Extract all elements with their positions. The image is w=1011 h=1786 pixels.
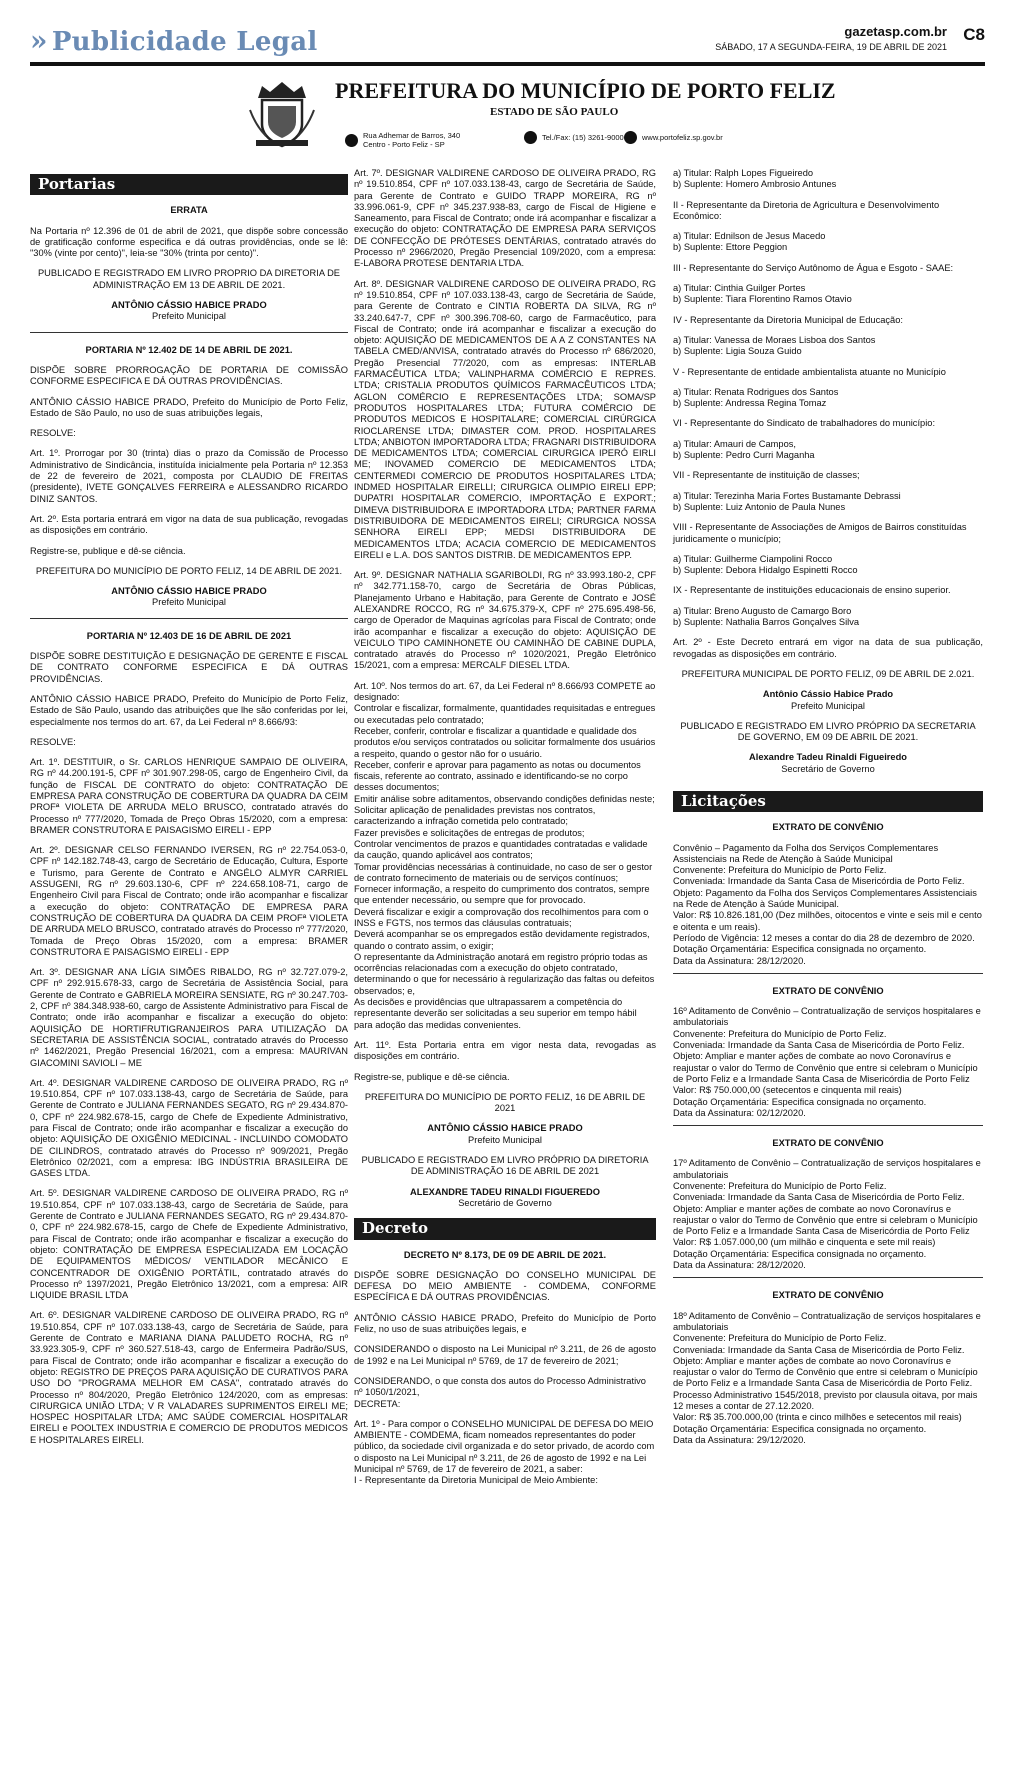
convenio-line: Valor: R$ 10.826.181,00 (Dez milhões, oitocentos e vinte e seis mil e cento e oitenta e um reais). — [673, 910, 982, 932]
comdema-members-list — [673, 168, 983, 628]
issue-date: SÁBADO, 17 A SEGUNDA-FEIRA, 19 DE ABRIL DE 2021 — [715, 42, 947, 52]
portaria-12403-place-date: PREFEITURA DO MUNICÍPIO DE PORTO FELIZ, 16 DE ABRIL DE 2021 — [364, 1091, 646, 1114]
municipality-title: PREFEITURA DO MUNICÍPIO DE PORTO FELIZ — [335, 78, 836, 103]
decreto-intro: ANTÔNIO CÁSSIO HABICE PRADO, Prefeito do Município de Porto Feliz, no uso de suas atribuições legais, e — [354, 1312, 656, 1335]
signature-name: ANTÔNIO CÁSSIO HABICE PRADO — [111, 300, 267, 311]
convenio-line: Objeto: Ampliar e manter ações de combate ao novo Coronavírus e reajustar o valor do Termo de Convênio que entre si celebram o Município de Porto Feliz e a Irmandade Santa Casa de Misericórdia de Porto Feliz — [673, 1051, 978, 1084]
portaria-12403-art9: Art. 9º. DESIGNAR NATHALIA SGARIBOLDI, RG nº 33.993.180-2, CPF nº 342.771.158-70, cargo de Secretária de Obras Públicas, Planejamento Urbano e Habitação, para Gerente de Contrato e JOSÉ ALEXANDRE ROCCO, RG nº 34.675.379-X, CPF nº 275.695.498-56, cargo de Operador de Maquinas agrícolas para Fiscal de Contrato; onde irão acompanhar e fiscalizar a execução do objeto: AQUISIÇÃO DE VEICULO TIPO CAMINHONETE OU CAMINHÃO DE CABINE DUPLA, contratado através do Processo nº 1020/2021, Pregão Eletrônico 15/2021, com a empresa: MERCALF DIESEL LTDA. — [354, 570, 656, 671]
address-line-1: Rua Adhemar de Barros, 340 — [363, 131, 461, 140]
municipality-state: ESTADO DE SÃO PAULO — [490, 106, 619, 118]
errata-text: Na Portaria nº 12.396 de 01 de abril de 2021, que dispõe sobre concessão de gratificação conforme especifica e dá outras providências, onde se lê: "30% (vinte por cento)", leia-se "30% (trinta por cento)". — [30, 225, 348, 259]
comdema-member-line — [673, 482, 983, 491]
comdema-member-line: a) Titular: Guilherme Ciampolini Rocco — [673, 553, 833, 564]
convenio-line: Valor: R$ 1.057.000,00 (um milhão e cinquenta e sete mil reais) — [673, 1237, 936, 1248]
portaria-12403-art4: Art. 4º. DESIGNAR VALDIRENE CARDOSO DE OLIVEIRA PRADO, RG nº 19.510.854, CPF nº 107.033.138-43, cargo de Secretária de Saúde, para Gerente de Contrato e JULIANA FERNANDES SEGATO, RG nº 29.434.870-0, CPF nº 224.982.678-15, cargo de Chefe de Expediente Administrativo, para Fiscal de Contrato; onde irão acompanhar e fiscalizar a execução do objeto: AQUISIÇÃO DE OXIGÊNIO MEDICINAL - INCLUINDO COMODATO DE CILINDROS, contratado através do Processo nº 909/2021, Pregão Eletrônico 02/2021, com a empresa: IBG INDÚSTRIA BRASILEIRA DE GASES LTDA. — [30, 1077, 348, 1179]
divider — [30, 618, 348, 619]
decreto-considerando-1: CONSIDERANDO o disposto na Lei Municipal nº 3.211, de 26 de agosto de 1992 e na Lei Municipal nº 5769, de 17 de fevereiro de 2021; — [354, 1344, 656, 1366]
portaria-12403-art6: Art. 6º. DESIGNAR VALDIRENE CARDOSO DE OLIVEIRA PRADO, RG nº 19.510.854, CPF nº 107.033.138-43, cargo de Secretária de Saúde, para Gerente de Contrato e MARIANA DIANA PALUDETO ROCHA, RG nº 33.923.305-9, CPF nº 360.527.518-43, cargo de Enfermeira Padrão/SUS, para Fiscal de Contrato; onde irão acompanhar e fiscalizar a execução do objeto: REGISTRO DE PREÇOS PARA AQUISIÇÃO DE CURATIVOS PARA USO DO "PROGRAMA MELHOR EM CASA", contratado através do Processo nº 804/2020, Pregão Eletrônico 124/2020, com as empresas: CIRURGICA UNIÃO LTDA; V R VALADARES SUPRIMENTOS EIRELI ME; HOSPEC HOSPITALAR LTDA; AMC SAÚDE COMERCIAL HOSPITALAR EIRELI e POOLTEX INDUSTRIA E COMERCIO DE PRODUTOS MEDICOS E HOSPITALARES EIRELI. — [30, 1310, 348, 1445]
portaria-12403-art10-intro: Art. 10º. Nos termos do art. 67, da Lei Federal nº 8.666/93 COMPETE ao designado: — [354, 680, 656, 703]
comdema-member-line: VI - Representante do Sindicato de trabalhadores do município: — [673, 418, 936, 429]
comdema-member-line — [673, 545, 983, 554]
secretary-signature-role: Secretário de Governo — [781, 763, 875, 774]
comdema-member-line — [673, 461, 983, 470]
comdema-member-line — [673, 274, 983, 283]
convenio-extract-1 — [673, 843, 983, 967]
convenio-extract-2 — [673, 1006, 983, 1119]
convenio-extract-heading: EXTRATO DE CONVÊNIO — [772, 1290, 884, 1301]
portaria-12402-ementa: DISPÕE SOBRE PRORROGAÇÃO DE PORTARIA DE COMISSÃO CONFORME ESPECIFICA E DÁ OUTRAS PROVIDÊNCIAS. — [30, 364, 348, 387]
signature-name: Antônio Cássio Habice Prado — [762, 689, 894, 700]
divider — [673, 973, 983, 974]
column-decreto-cont-licitacoes — [673, 168, 983, 1446]
decreto-title: DECRETO Nº 8.173, DE 09 DE ABRIL DE 2021. — [403, 1249, 607, 1260]
divider — [30, 332, 348, 333]
column-portarias — [30, 168, 348, 1455]
portaria-12403-art3: Art. 3º. DESIGNAR ANA LÍGIA SIMÕES RIBALDO, RG nº 32.727.079-2, CPF nº 292.915.678-33, cargo de Secretária de Assistência Social, para Gerente de Contrato e GABRIELA MOREIRA SENSIATE, RG nº 30.247.703-2, CPF nº 384.348.938-60, cargo de Assistente Administrativo para Fiscal de Contrato; onde irão acompanhar e fiscalizar a execução do objeto: AQUISIÇÃO DE HORTIFRUTIGRANJEIROS PARA UTILIZAÇÃO DA SECRETARIA DE ASSISTÊNCIA SOCIAL, contratado através do Processo nº 1462/2021, Pregão Presencial 16/2021, com a empresa: MAURIVAN GIACOMINI SAVIOLI – ME — [30, 967, 348, 1068]
secretary-signature-name: Alexandre Tadeu Rinaldi Figueiredo — [749, 752, 907, 763]
decreto-art1: Art. 1º - Para compor o CONSELHO MUNICIPAL DE DEFESA DO MEIO AMBIENTE - COMDEMA, ficam nomeados representantes do poder público, da sociedade civil organizada e do setor privado, de acordo com o disposto na Lei Municipal nº 3.211, de 26 de agosto de 1992 e na Lei Municipal nº 5769, de 17 de fevereiro de 2021, a saber: — [354, 1418, 655, 1474]
convenio-line: Dotação Orçamentária: Especifica consignada no orçamento. — [673, 1423, 927, 1434]
website-link[interactable]: www.portofeliz.sp.gov.br — [642, 133, 723, 142]
portaria-12403-art7: Art. 7º. DESIGNAR VALDIRENE CARDOSO DE OLIVEIRA PRADO, RG nº 19.510.854, CPF nº 107.033.138-43, cargo de Secretária de Saúde, para Gerente de Contrato e GUIDO TRAPP MOREIRA, RG nº 33.996.061-9, CPF nº 345.237.938-83, cargo de Fiscal de Higiene e Saneamento, para Fiscal de Contrato; onde irá acompanhar e fiscalizar a execução do objeto: CONTRATAÇÃO DE EMPRESA PARA SERVIÇOS DE CONFECÇÃO DE PRÓTESES DENTÁRIAS, contratado através do Processo nº 2966/2020, Pregão Presencial 109/2020, com a empresa: E-LABORA PROTESE DENTARIA LTDA. — [354, 168, 656, 269]
signature-name: ANTÔNIO CÁSSIO HABICE PRADO — [427, 1123, 583, 1134]
art10-competence-item: Emitir análise sobre aditamentos, observando condições definidas neste; — [354, 793, 655, 804]
comdema-member-line — [673, 409, 983, 418]
art10-competence-item: Receber, conferir e aprovar para pagamento as notas ou documentos fiscais, referente ao contrato, assinado e identificando-se no corpo desses documentos; — [354, 759, 641, 793]
portaria-12402-place-date: PREFEITURA DO MUNICÍPIO DE PORTO FELIZ, 14 DE ABRIL DE 2021. — [35, 565, 343, 576]
convenio-line: Valor: R$ 750.000,00 (setecentos e cinquenta mil reais) — [673, 1085, 902, 1096]
comdema-member-line: a) Titular: Ralph Lopes Figueiredo — [673, 168, 814, 178]
comdema-member-line — [673, 326, 983, 335]
signature-role: Prefeito Municipal — [152, 311, 226, 322]
comdema-member-line: a) Titular: Cinthia Guilger Portes — [673, 283, 806, 294]
secretary-signature-name: ALEXANDRE TADEU RINALDI FIGUEREDO — [410, 1186, 600, 1197]
decreto-publication: PUBLICADO E REGISTRADO EM LIVRO PRÓPRIO DA SECRETARIA DE GOVERNO, EM 09 DE ABRIL DE 2021. — [680, 720, 976, 743]
comdema-member-line: IX - Representante de instituições educacionais de ensino superior. — [673, 585, 951, 596]
portaria-12402-intro: ANTÔNIO CÁSSIO HABICE PRADO, Prefeito do Município de Porto Feliz, Estado de São Paulo, no uso de suas atribuições legais, — [30, 396, 348, 418]
convenio-line: Convenente: Prefeitura do Município de Porto Feliz. — [673, 1333, 887, 1344]
resolve-label: RESOLVE: — [30, 428, 76, 439]
art10-competence-item: Fazer previsões e solicitações de entregas de produtos; — [354, 827, 585, 838]
convenio-line: Convênio – Pagamento da Folha dos Serviços Complementares Assistenciais na Rede de Atenção à Saúde Municipal — [673, 842, 939, 864]
signature-role: Prefeito Municipal — [152, 597, 226, 608]
art10-competence-item: O representante da Administração anotará em registro próprio todas as ocorrências relacionadas com a execução do objeto contratado, determinando o que for necessário à regularização das faltas ou defeitos observados; e, — [354, 951, 655, 996]
section-bar-portarias: Portarias — [30, 174, 348, 195]
phone-number: Tel./Fax: (15) 3261-9000 — [542, 133, 624, 142]
page-number: C8 — [963, 25, 985, 44]
section-bar-licitacoes: Licitações — [673, 791, 983, 812]
comdema-member-line — [673, 513, 983, 522]
convenio-extract-3 — [673, 1158, 983, 1271]
contact-address — [345, 131, 460, 149]
convenio-extract-heading: EXTRATO DE CONVÊNIO — [772, 822, 884, 833]
comdema-member-line: b) Suplente: Homero Ambrosio Antunes — [673, 179, 837, 190]
art10-competence-item: Deverá acompanhar se os empregados estão devidamente registrados, quando o contrato assim, o exigir; — [354, 929, 650, 951]
convenio-line: Conveniada: Irmandade da Santa Casa de Misericórdia de Porto Feliz. — [673, 1344, 965, 1355]
comdema-member-line: b) Suplente: Tiara Florentino Ramos Otavio — [673, 294, 852, 305]
comdema-member-line: a) Titular: Terezinha Maria Fortes Bustamante Debrassi — [673, 490, 901, 501]
secretary-signature-role: Secretário de Governo — [458, 1197, 552, 1208]
convenio-line: Data da Assinatura: 29/12/2020. — [673, 1434, 806, 1445]
convenio-line: Conveniada: Irmandade da Santa Casa de Misericórdia de Porto Feliz. — [673, 876, 965, 887]
resolve-label: RESOLVE: — [30, 736, 76, 747]
portaria-12403-art1: Art. 1º. DESTITUIR, o Sr. CARLOS HENRIQUE SAMPAIO DE OLIVEIRA, RG nº 44.200.191-5, CPF nº 301.907.298-05, cargo de Engenheiro Civil, da função de FISCAL DE CONTRATO do objeto: CONTRATAÇÃO DE EMPRESA PARA CONSTRUÇÃO DE COBERTURA DA QUADRA DA CEIM PROFª VIOLETA DE ARRUDA MELO BRUSCO, contratado através do Processo nº 777/2020, Tomada de Preço Obras 15/2020, com a empresa: BRAMER CONSTRUTORA E PAISAGISMO EIRELI - EPP — [30, 757, 348, 835]
comdema-member-line: a) Titular: Vanessa de Moraes Lisboa dos Santos — [673, 334, 876, 345]
art10-competence-item: Controlar e fiscalizar, formalmente, quantidades requisitadas e entregues ou executadas pelo contratado; — [354, 703, 656, 725]
art10-competence-item: Controlar vencimentos de prazos e quantidades contratadas e validade da caução, quando aplicável aos contratos; — [354, 838, 648, 861]
comdema-member-line: a) Titular: Amauri de Campos, — [673, 438, 796, 449]
convenio-line: Objeto: Ampliar e manter ações de combate ao novo Coronavírus e reajustar o valor do Termo de Convênio que entre si celebram o Município de Porto Feliz e a Irmandade Santa Casa de Misericórdia de Porto Feliz — [673, 1203, 978, 1237]
contact-website — [624, 131, 723, 144]
comdema-member-line — [673, 358, 983, 367]
convenio-extract-4 — [673, 1311, 983, 1447]
location-pin-icon — [345, 134, 358, 147]
art10-competence-item: Solicitar aplicação de penalidades previstas nos contratos, caracterizando a infração cometida pelo contratado; — [354, 805, 596, 827]
portaria-12403-art11: Art. 11º. Esta Portaria entra em vigor nesta data, revogadas as disposições em contrário. — [354, 1039, 656, 1062]
comdema-member-line — [673, 576, 983, 585]
double-chevron-icon: » — [30, 24, 48, 57]
art10-competence-list — [354, 703, 656, 1031]
errata-publication: PUBLICADO E REGISTRADO EM LIVRO PROPRIO DA DIRETORIA DE ADMINISTRAÇÃO EM 13 DE ABRIL DE 2021. — [37, 268, 341, 290]
signature-role: Prefeito Municipal — [468, 1134, 542, 1145]
portaria-12403-title: PORTARIA Nº 12.403 DE 16 DE ABRIL DE 2021 — [86, 630, 292, 641]
comdema-member-line: III - Representante do Serviço Autônomo de Água e Esgoto - SAAE: — [673, 262, 954, 273]
page-header — [30, 14, 985, 62]
convenio-line: Valor: R$ 35.700.000,00 (trinta e cinco milhões e setecentos mil reais) — [673, 1412, 962, 1423]
convenio-line: Convenente: Prefeitura do Município de Porto Feliz. — [673, 1181, 887, 1191]
comdema-member-line: II - Representante da Diretoria de Agricultura e Desenvolvimento Econômico: — [673, 199, 940, 221]
convenio-line: Dotação Orçamentária: Especifica consignada no orçamento. — [673, 1096, 927, 1107]
divider — [673, 1125, 983, 1126]
comdema-member-line: b) Suplente: Nathalia Barros Gonçalves Silva — [673, 617, 860, 628]
convenio-line: Dotação Orçamentária: Especifica consignada no orçamento. — [673, 944, 927, 955]
comdema-member-line: b) Suplente: Debora Hidalgo Espinetti Rocco — [673, 565, 858, 576]
divider — [673, 1277, 983, 1278]
comdema-member-line — [673, 378, 983, 387]
comdema-member-line: a) Titular: Renata Rodrigues dos Santos — [673, 386, 839, 397]
convenio-line: Data da Assinatura: 28/12/2020. — [673, 955, 806, 966]
convenio-extract-heading: EXTRATO DE CONVÊNIO — [772, 985, 884, 996]
decreta-label: DECRETA: — [354, 1398, 401, 1409]
decreto-place-date: PREFEITURA MUNICIPAL DE PORTO FELIZ, 09 DE ABRIL DE 2.021. — [681, 668, 975, 679]
phone-icon — [524, 131, 537, 144]
section-title — [30, 24, 318, 57]
comdema-member-line: b) Suplente: Ligia Souza Guido — [673, 346, 802, 357]
comdema-member-line — [673, 430, 983, 439]
decreto-item-i: I - Representante da Diretoria Municipal de Meio Ambiente: — [354, 1475, 598, 1486]
section-title-text: Publicidade Legal — [51, 27, 318, 57]
decreto-art2: Art. 2º - Este Decreto entrará em vigor na data de sua publicação, revogadas as disposições em contrário. — [673, 637, 983, 659]
portaria-12402-title: PORTARIA Nº 12.402 DE 14 DE ABRIL DE 2021. — [85, 344, 293, 355]
header-rule — [30, 62, 985, 66]
convenio-line: Conveniada: Irmandade da Santa Casa de Misericórdia de Porto Feliz. — [673, 1192, 965, 1203]
comdema-member-line — [673, 222, 983, 231]
address-line-2: Centro - Porto Feliz - SP — [363, 140, 445, 149]
portaria-12403-ementa: DISPÕE SOBRE DESTITUIÇÃO E DESIGNAÇÃO DE GERENTE E FISCAL DE CONTRATO CONFORME ESPECIFICA E DÁ OUTRAS PROVIDÊNCIAS. — [30, 651, 348, 684]
comdema-member-line: VII - Representante de instituição de classes; — [673, 470, 860, 481]
comdema-member-line — [673, 191, 983, 200]
convenio-line: Período de Vigência: 12 meses a contar do dia 28 de dezembro de 2020. — [673, 932, 975, 943]
convenio-line: 18º Aditamento de Convênio – Contratualização de serviços hospitalares e ambulatoriais — [673, 1310, 981, 1332]
portaria-12402-art2: Art. 2º. Esta portaria entrará em vigor na data de sua publicação, revogadas as disposições em contrário. — [30, 513, 348, 536]
column-portaria-cont-decreto — [354, 168, 656, 1487]
art10-competence-item: Fornecer informação, a respeito do cumprimento dos contratos, sempre que entender necessário, ou sempre que for provocado. — [354, 884, 650, 906]
signature-role: Prefeito Municipal — [791, 700, 865, 711]
portaria-12403-art8: Art. 8º. DESIGNAR VALDIRENE CARDOSO DE OLIVEIRA PRADO, RG nº 19.510.854, CPF nº 107.033.138-43, cargo de Secretária de Saúde, para Gerente de Contrato e CINTIA ROBERTA DA SILVA, RG nº 33.240.647-7, CPF nº 300.396.708-60, cargo de Farmacêutico, para Fiscal de Contrato; onde irá acompanhar e fiscalizar a execução do objeto: AQUISIÇÃO DE MEDICAMENTOS DE A A Z CONSTANTES NA TABELA CMED/ANVISA, contratado através do Processo nº 686/2020, Pregão Presencial 77/2020, com as empresas: INTERLAB FARMACÊUTICA LTDA; VALINPHARMA COMÉRCIO E REPRES. LTDA; CRISTALIA PRODUTOS QUÍMICOS FARMACÊUTICOS LTDA; AGLON COMÉRCIO E REPRESENTAÇÕES LTDA; SOMA/SP PRODUTOS HOSPITALARES LTDA; FUTURA COMÉRCIO DE PRODUTOS MEDICOS E HOSPITALARE; COMERCIAL CIRÚRGICA RIOCLARENSE LTDA; DIMASTER COM. PROD. HOSPITALARES LTDA; ANBIOTON IMPORTADORA LTDA; FRAGNARI DISTRIBUIDORA DE MEDICAMENTOS LTDA; COMERCIAL CIRURGICA IPERÓ EIRLI ME; INOVAMED COMERCIO DE MEDICAMENTOS LTDA; CENTERMEDI COMERCIO DE PRODUTOS HOSPITALARES LTDA; INDMED HOSPITALAR EIRELLI; CIRURGICA OLIMPIO EIRELI EPP; DUPATRI HOSPITALAR COMERCIO, IMPORTAÇÃO E EXPORT.; DIMEVA DISTRIBUIDORA E IMPORTADORA LTDA; PARTNER FARMA DISTRIBUIDORA DE MEDICAMENTOS EIRELI; CIRURGICA NOSSA SENHORA EIRELI EPP; MEDSI DISTRIBUIDORA DE MEDICAMENTOS LTDA; ACACIA COMERCIO DE MEDICAMENTOS EIRELI e L.A. DOS SANTOS DISTRIB. DE MEDICAMENTOS EPP. — [354, 278, 656, 560]
comdema-member-line — [673, 254, 983, 263]
convenio-line: Dotação Orçamentária: Especifica consignada no orçamento. — [673, 1248, 927, 1259]
convenio-line: Conveniada: Irmandade da Santa Casa de Misericórdia de Porto Feliz. — [673, 1040, 965, 1051]
decreto-ementa: DISPÕE SOBRE DESIGNAÇÃO DO CONSELHO MUNICIPAL DE DEFESA DO MEIO AMBIENTE - COMDEMA, CONFORME ESPECÍFICA E DÁ OUTRAS PROVIDÊNCIAS. — [354, 1269, 656, 1303]
convenio-line: Convenente: Prefeitura do Município de Porto Feliz. — [673, 865, 887, 876]
comdema-member-line: b) Suplente: Luiz Antonio de Paula Nunes — [673, 501, 846, 512]
convenio-line: Objeto: Ampliar e manter ações de combate ao novo Coronavírus e reajustar o valor do Termo de Convênio que entre si celebram o Município de Porto Feliz e a Irmandade Santa Casa de Misericórdia de Porto Feliz. Processo Administrativo 1545/2018, previsto por clausula oitava, por mais 12 meses a contar de 27.12.2020. — [673, 1355, 978, 1412]
contact-phone — [524, 131, 624, 144]
convenio-line: Objeto: Pagamento da Folha dos Serviços Complementares Assistenciais na Rede de Atenção à Saúde Municipal. — [673, 887, 977, 910]
signature-name: ANTÔNIO CÁSSIO HABICE PRADO — [111, 586, 267, 597]
comdema-member-line: IV - Representante da Diretoria Municipal de Educação: — [673, 314, 903, 325]
comdema-member-line — [673, 597, 983, 606]
comdema-member-line: V - Representante de entidade ambientalista atuante no Município — [673, 366, 946, 377]
errata-title: ERRATA — [170, 205, 208, 216]
portaria-12402-art1: Art. 1º. Prorrogar por 30 (trinta) dias o prazo da Comissão de Processo Administrativo de Sindicância, instituída inicialmente pela Portaria nº 12.353 de 22 de fevereiro de 2021, composta por CLAUDIO DE FREITAS (presidente), IVETE GONÇALVES FERREIRA e ALESSANDRO RICARDO DINIZ SANTOS. — [30, 448, 348, 504]
art10-competence-item: As decisões e providências que ultrapassarem a competência do representante deverão ser solicitadas a seu superior em tempo hábil para adoção das medidas convenientes. — [354, 997, 637, 1030]
portaria-12403-intro: ANTÔNIO CÁSSIO HABICE PRADO, Prefeito do Município de Porto Feliz, Estado de São Paulo, usando das atribuições que lhe são conferidas por lei, especialmente nos termos do art. 67, da Lei Federal nº 8.666/93: — [30, 693, 348, 727]
comdema-member-line: a) Titular: Breno Augusto de Camargo Boro — [673, 605, 852, 616]
section-bar-decreto: Decreto — [354, 1218, 656, 1239]
portaria-12403-publication: PUBLICADO E REGISTRADO EM LIVRO PRÓPRIO DA DIRETORIA DE ADMINISTRAÇÃO 16 DE ABRIL DE 2021 — [361, 1155, 649, 1177]
comdema-member-line: a) Titular: Ednilson de Jesus Macedo — [673, 231, 826, 242]
art10-competence-item: Tomar providências necessárias à continuidade, no caso de ser o gestor de contrato fornecimento de materiais ou de serviços contínuos; — [354, 861, 653, 883]
convenio-line: 16º Aditamento de Convênio – Contratualização de serviços hospitalares e ambulatoriais — [673, 1006, 981, 1028]
globe-icon — [624, 131, 637, 144]
registre-line: Registre-se, publique e dê-se ciência. — [30, 545, 186, 556]
comdema-member-line: b) Suplente: Pedro Curri Maganha — [673, 450, 815, 461]
registre-line: Registre-se, publique e dê-se ciência. — [354, 1071, 510, 1082]
portaria-12403-art5: Art. 5º. DESIGNAR VALDIRENE CARDOSO DE OLIVEIRA PRADO, RG nº 19.510.854, CPF nº 107.033.138-43, cargo de Secretária de Saúde, para Gerente de Contrato e JULIANA FERNANDES SEGATO, RG nº 29.434.870-0, CPF nº 224.982.678-15, cargo de Chefe de Expediente Administrativo, para Fiscal de Contrato; onde irão acompanhar e fiscalizar a execução do objeto: CONTRATAÇÃO DE EMPRESA ESPECIALIZADA EM LOCAÇÃO DE EQUIPAMENTOS MÉDICOS/ VENTILADOR MECÂNICO E CONCENTRADOR DE OXIGÊNIO PORTÁTIL, contratado através do Processo nº 1397/2021, Pregão Eletrônico 13/2021, com a empresa: AIR LIQUIDE BRASIL LTDA — [30, 1188, 348, 1301]
comdema-member-line: VIII - Representante de Associações de Amigos de Bairros constituídas juridicamente o município; — [673, 522, 967, 544]
convenio-line: Data da Assinatura: 28/12/2020. — [673, 1260, 806, 1271]
portaria-12403-art2: Art. 2º. DESIGNAR CELSO FERNANDO IVERSEN, RG nº 22.754.053-0, CPF nº 142.182.748-43, cargo de Secretário de Educação, Cultura, Esporte e Turismo, para Gerente de Contrato e ANGÉLO ALMYR CARRIEL ASSUGENI, RG nº 29.603.130-6, CPF nº 224.658.108-71, cargo de Engenheiro Civil para Fiscal de Contrato; onde irão acompanhar e fiscalizar a execução do objeto: CONTRATAÇÃO DE EMPRESA PARA CONSTRUÇÃO DE COBERTURA DA QUADRA DA CEIM PROFª VIOLETA DE ARRUDA MELO BRUSCO, contratado através do Processo nº 777/2020, Tomada de Preço Obras 15/2020, com a empresa: BRAMER CONSTRUTORA E PAISAGISMO EIRELI - EPP — [30, 845, 348, 957]
comdema-member-line — [673, 306, 983, 315]
convenio-extract-heading: EXTRATO DE CONVÊNIO — [772, 1138, 884, 1149]
art10-competence-item: Deverá fiscalizar e exigir a comprovação dos recolhimentos para com o INSS e FGTS, nos termos das cláusulas contratuais; — [354, 906, 649, 928]
convenio-line: 17º Aditamento de Convênio – Contratualização de serviços hospitalares e ambulatoriais — [673, 1158, 981, 1180]
comdema-member-line: b) Suplente: Ettore Peggion — [673, 242, 788, 253]
decreto-considerando-2: CONSIDERANDO, o que consta dos autos do Processo Administrativo nº 1050/1/2021, — [354, 1375, 646, 1398]
convenio-line: Data da Assinatura: 02/12/2020. — [673, 1107, 806, 1118]
site-name[interactable]: gazetasp.com.br — [844, 24, 947, 39]
municipal-crest-icon — [248, 80, 316, 150]
comdema-member-line: b) Suplente: Andressa Regina Tomaz — [673, 398, 827, 409]
art10-competence-item: Receber, conferir, controlar e fiscalizar a quantidade e qualidade dos produtos e/ou serviços contratados ou solicitar formalmente dos usuários a respeito, quando o gestor não for o usuário. — [354, 725, 656, 759]
convenio-line: Convenente: Prefeitura do Município de Porto Feliz. — [673, 1028, 887, 1039]
